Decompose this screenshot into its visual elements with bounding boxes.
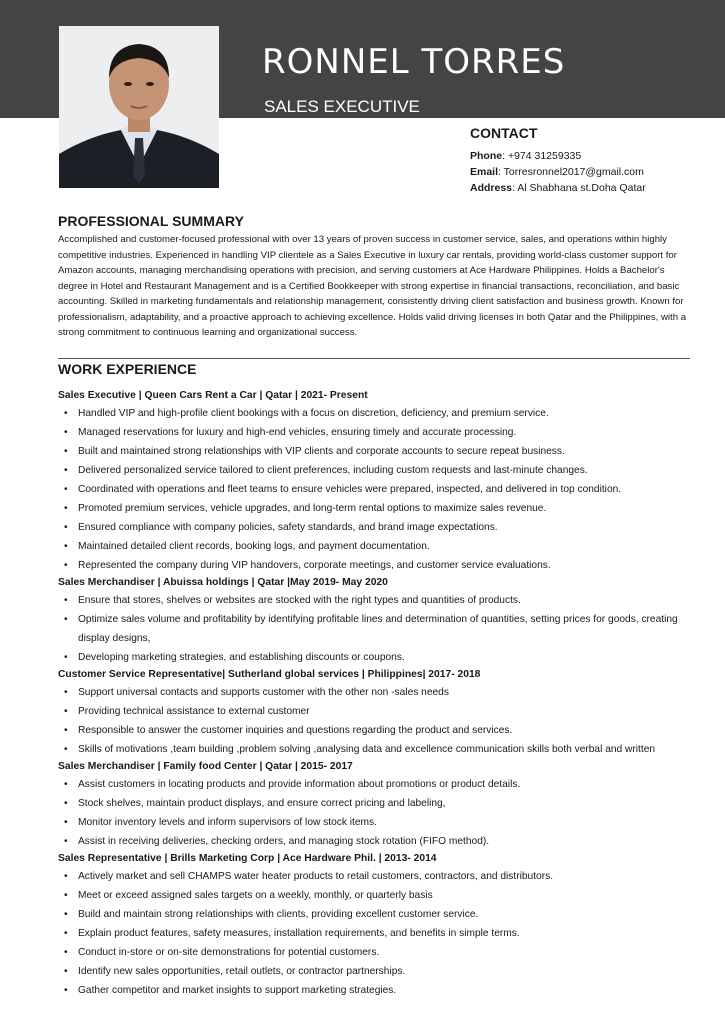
job-bullets bbox=[58, 867, 698, 1000]
job-title: Sales Executive | Queen Cars Rent a Car | Qatar | 2021- Present bbox=[58, 390, 368, 401]
address-label: Address bbox=[470, 182, 513, 194]
job-entry bbox=[58, 388, 698, 575]
summary-section bbox=[58, 212, 688, 341]
list-item: • Skills of motivations ,team building ,problem solving ,analysing data and excellence communication skills both verbal and written bbox=[78, 740, 698, 759]
address-row: Address: Al Shabhana st.Doha Qatar bbox=[470, 182, 646, 194]
list-item: • Conduct in-store or on-site demonstrations for potential customers. bbox=[78, 943, 698, 962]
job-bullets bbox=[58, 591, 698, 667]
list-item: • Built and maintained strong relationships with VIP clients and corporate accounts to secure repeat business. bbox=[78, 442, 698, 461]
job-title: Sales Merchandiser | Family food Center | Qatar | 2015- 2017 bbox=[58, 761, 353, 772]
email-label: Email bbox=[470, 166, 499, 178]
list-item: • Providing technical assistance to external customer bbox=[78, 702, 698, 721]
address-value: Al Shabhana st.Doha Qatar bbox=[517, 182, 646, 194]
job-bullets bbox=[58, 775, 698, 851]
phone-value: +974 31259335 bbox=[507, 150, 582, 162]
job-entry bbox=[58, 667, 698, 759]
list-item: • Assist customers in locating products and provide information about promotions or product details. bbox=[78, 775, 698, 794]
section-divider bbox=[58, 358, 690, 359]
job-entry bbox=[58, 851, 698, 1000]
list-item: • Promoted premium services, vehicle upgrades, and long-term rental options to maximize sales revenue. bbox=[78, 499, 698, 518]
job-entry bbox=[58, 575, 698, 667]
job-title: Sales Merchandiser | Abuissa holdings | Qatar |May 2019- May 2020 bbox=[58, 577, 388, 588]
list-item: • Handled VIP and high-profile client bookings with a focus on discretion, deficiency, and premium service. bbox=[78, 404, 698, 423]
list-item: • Developing marketing strategies, and establishing discounts or coupons. bbox=[78, 648, 698, 667]
summary-text: Accomplished and customer-focused professional with over 13 years of proven success in customer service, sales, and operations within highly competitive industries. Experienced in handling VIP clientele as a Sales Executive in luxury car rentals, providing world-class customer support for Amazon accounts, managing merchandising operations with precision, and serving customers at Ace Hardware Philippines. Holds a Bachelor's degree in Hotel and Restaurant Management and is a Certified Bookkeeper with strong expertise in financial transactions, reconciliation, and basic accounting. Skilled in marketing fundamentals and relationship management, consistently driving client satisfaction and business growth. Known for professionalism, adaptability, and a proactive approach to achieving excellence. Holds valid driving licenses in both Qatar and the Philippines, with a strong commitment to continuous learning and organizational success. bbox=[58, 234, 687, 338]
job-bullets bbox=[58, 404, 698, 575]
work-experience-section bbox=[58, 360, 698, 1000]
list-item: • Identify new sales opportunities, retail outlets, or contractor partnerships. bbox=[78, 962, 698, 981]
profile-photo bbox=[59, 26, 219, 188]
job-bullets bbox=[58, 683, 698, 759]
list-item: • Coordinated with operations and fleet teams to ensure vehicles were prepared, inspected, and delivered in top condition. bbox=[78, 480, 698, 499]
list-item: • Stock shelves, maintain product displays, and ensure correct pricing and labeling, bbox=[78, 794, 698, 813]
list-item: • Optimize sales volume and profitability by identifying profitable lines and determination of quantities, setting prices for goods, creating display designs, bbox=[78, 610, 698, 648]
list-item: • Meet or exceed assigned sales targets on a weekly, monthly, or quarterly basis bbox=[78, 886, 698, 905]
list-item: • Ensure that stores, shelves or websites are stocked with the right types and quantities of products. bbox=[78, 591, 698, 610]
contact-heading: CONTACT bbox=[470, 125, 538, 141]
phone-row: Phone: +974 31259335 bbox=[470, 150, 582, 162]
work-heading: WORK EXPERIENCE bbox=[58, 361, 197, 377]
list-item: • Actively market and sell CHAMPS water heater products to retail customers, contractors, and distributors. bbox=[78, 867, 698, 886]
job-title: Customer Service Representative| Sutherland global services | Philippines| 2017- 2018 bbox=[58, 669, 481, 680]
summary-heading: PROFESSIONAL SUMMARY bbox=[58, 213, 244, 229]
candidate-name: RONNEL TORRES bbox=[262, 42, 566, 82]
list-item: • Build and maintain strong relationships with clients, providing excellent customer service. bbox=[78, 905, 698, 924]
phone-label: Phone bbox=[470, 150, 503, 162]
list-item: • Maintained detailed client records, booking logs, and payment documentation. bbox=[78, 537, 698, 556]
list-item: • Managed reservations for luxury and high-end vehicles, ensuring timely and accurate processing. bbox=[78, 423, 698, 442]
list-item: • Explain product features, safety measures, installation requirements, and benefits in simple terms. bbox=[78, 924, 698, 943]
list-item: • Delivered personalized service tailored to client preferences, including custom requests and last-minute changes. bbox=[78, 461, 698, 480]
email-value: Torresronnel2017@gmail.com bbox=[503, 166, 644, 178]
portrait-image bbox=[59, 26, 219, 188]
list-item: • Assist in receiving deliveries, checking orders, and managing stock rotation (FIFO method). bbox=[78, 832, 698, 851]
list-item: • Monitor inventory levels and inform supervisors of low stock items. bbox=[78, 813, 698, 832]
job-title-header: SALES EXECUTIVE bbox=[264, 97, 420, 116]
list-item: • Gather competitor and market insights to support marketing strategies. bbox=[78, 981, 698, 1000]
list-item: • Ensured compliance with company policies, safety standards, and brand image expectations. bbox=[78, 518, 698, 537]
job-title: Sales Representative | Brills Marketing Corp | Ace Hardware Phil. | 2013- 2014 bbox=[58, 853, 437, 864]
list-item: • Support universal contacts and supports customer with the other non -sales needs bbox=[78, 683, 698, 702]
job-entry bbox=[58, 759, 698, 851]
list-item: • Responsible to answer the customer inquiries and questions regarding the product and services. bbox=[78, 721, 698, 740]
email-row: Email: Torresronnel2017@gmail.com bbox=[470, 166, 644, 178]
contact-section bbox=[470, 124, 720, 196]
list-item: • Represented the company during VIP handovers, corporate meetings, and customer service evaluations. bbox=[78, 556, 698, 575]
